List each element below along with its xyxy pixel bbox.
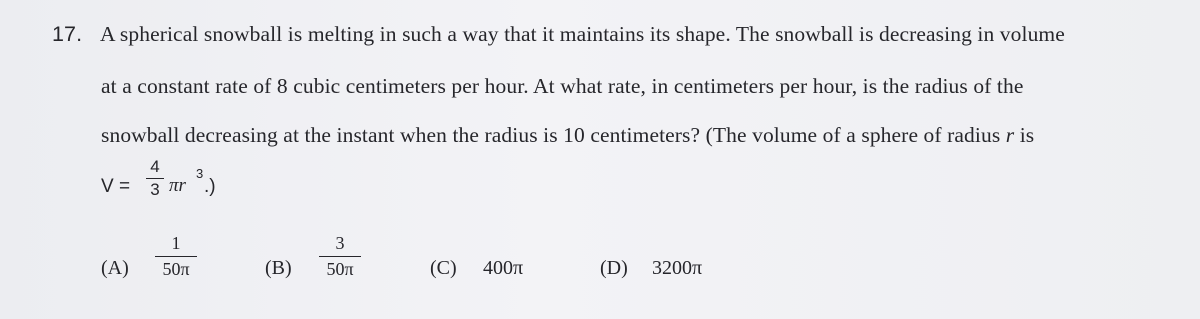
formula-tail: .) (204, 176, 216, 197)
choice-a-fraction (155, 234, 197, 278)
choice-a-numerator: 1 (171, 233, 181, 253)
choice-b-denominator: 50π (326, 259, 354, 279)
question-text-3-end: is (1019, 123, 1035, 147)
choice-a-label: (A) (101, 257, 129, 279)
formula-fraction (146, 158, 164, 198)
choice-d-value: 3200π (652, 257, 703, 279)
question-line-1 (52, 22, 1065, 47)
choice-b-fraction (319, 234, 361, 278)
question-text-1: A spherical snowball is melting in such a way that it maintains its shape. The snowball is decreasing in volume (100, 22, 1065, 46)
choice-d-label: (D) (600, 257, 628, 279)
choice-b-label: (B) (265, 257, 292, 279)
radius-variable: r (1005, 123, 1015, 147)
formula-exponent: 3 (196, 166, 204, 181)
choice-b-numerator: 3 (335, 233, 345, 253)
choice-b-fraction-bar (319, 256, 361, 257)
choice-c-value: 400π (483, 257, 524, 279)
formula-fraction-bar (146, 178, 164, 179)
question-text-2: at a constant rate of 8 cubic centimeters per hour. At what rate, in centimeters per hour, is the radius of the (101, 74, 1024, 98)
formula-numerator: 4 (150, 157, 160, 176)
question-text-3: snowball decreasing at the instant when the radius is 10 centimeters? (The volume of a sphere of radius (101, 123, 1001, 147)
formula-denominator: 3 (150, 180, 160, 199)
question-line-2 (101, 74, 1023, 99)
choice-a-denominator: 50π (162, 259, 190, 279)
question-number: 17. (52, 22, 83, 46)
choice-a-fraction-bar (155, 256, 197, 257)
formula-pi-r: πr (169, 175, 186, 196)
choice-c-label: (C) (430, 257, 457, 279)
formula-lhs: V = (101, 176, 131, 197)
question-line-3 (101, 123, 1034, 148)
